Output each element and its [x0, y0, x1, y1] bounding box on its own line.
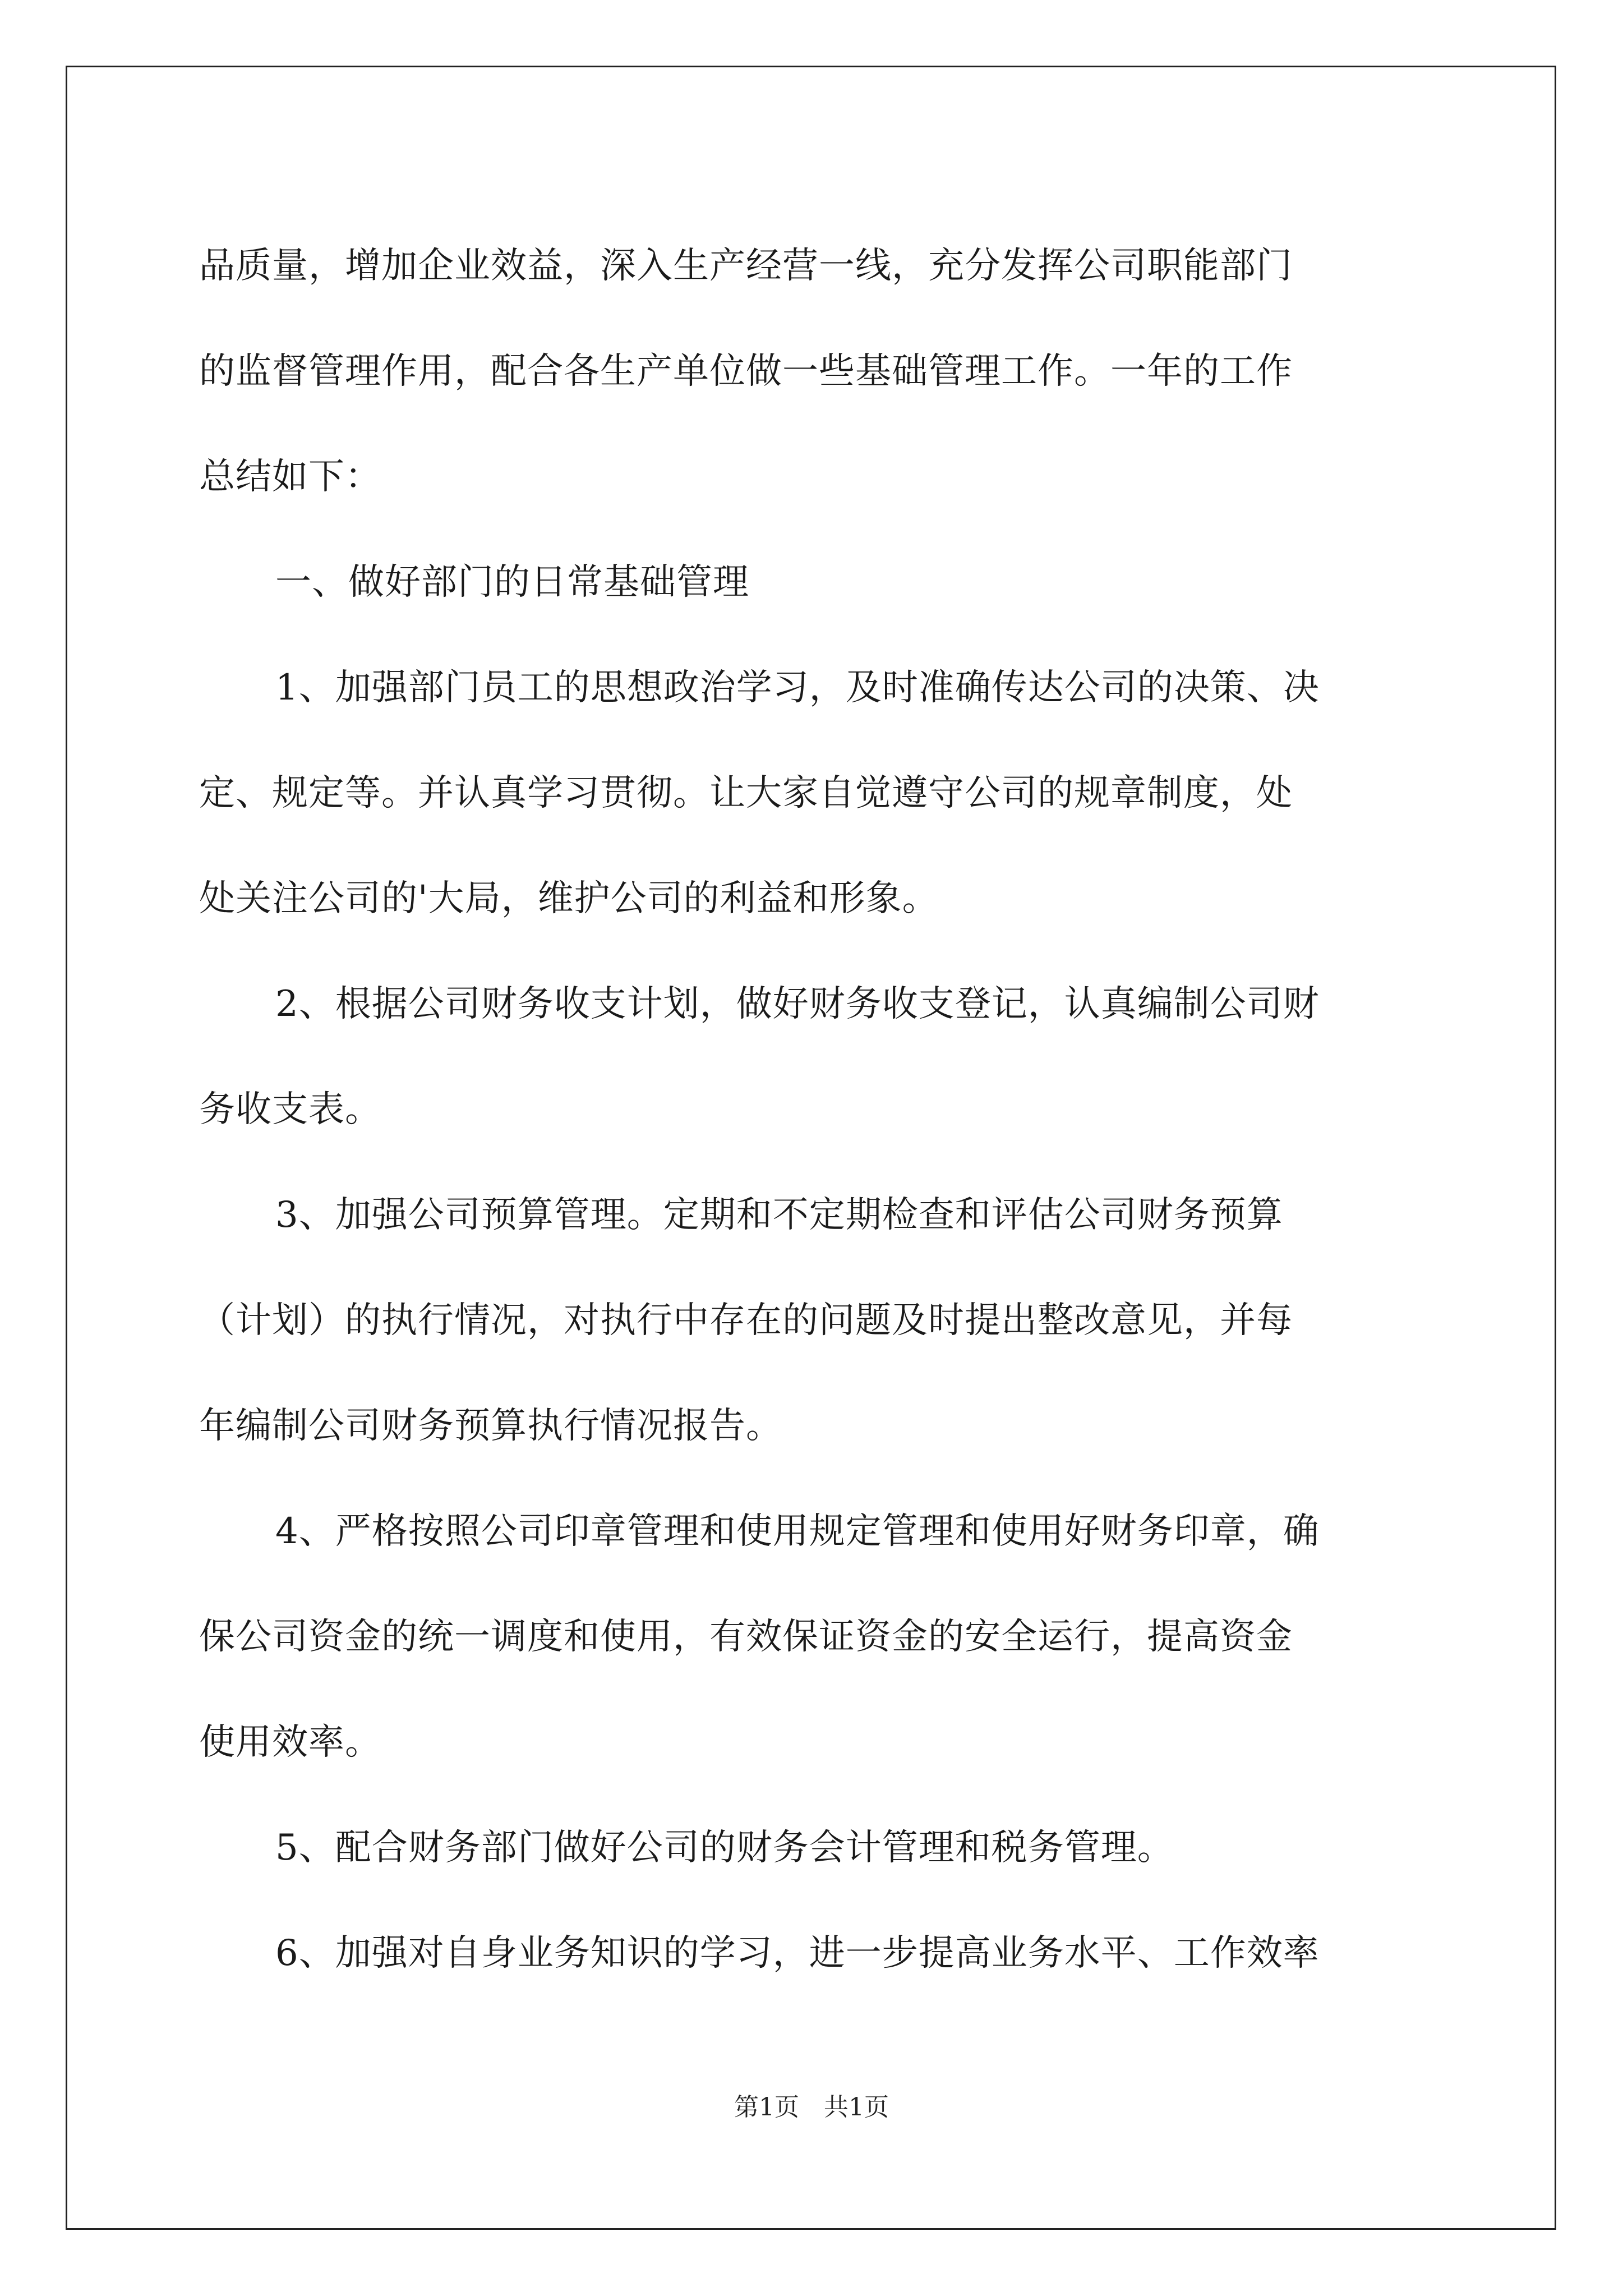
- document-body: [199, 213, 1433, 2006]
- text-line: 2、根据公司财务收支计划，做好财务收支登记，认真编制公司财: [275, 983, 1320, 1025]
- text-line: 6、加强对自身业务知识的学习，进一步提高业务水平、工作效率: [275, 1932, 1320, 1974]
- text-line: 1、加强部门员工的思想政治学习，及时准确传达公司的决策、决: [275, 667, 1320, 708]
- page-number: 第1页 共1页: [734, 2093, 889, 2122]
- text-line: 使用效率。: [199, 1722, 381, 1763]
- text-line: 的监督管理作用，配合各生产单位做一些基础管理工作。一年的工作: [199, 351, 1293, 392]
- text-line: 3、加强公司预算管理。定期和不定期检查和评估公司财务预算: [275, 1194, 1283, 1236]
- section-heading: 一、做好部门的日常基础管理: [275, 562, 749, 603]
- text-line: 保公司资金的统一调度和使用，有效保证资金的安全运行，提高资金: [199, 1616, 1293, 1658]
- text-line: （计划）的执行情况，对执行中存在的问题及时提出整改意见，并每: [199, 1300, 1293, 1341]
- text-line: 4、严格按照公司印章管理和使用规定管理和使用好财务印章，确: [275, 1511, 1320, 1552]
- text-line: 务收支表。: [199, 1089, 381, 1130]
- text-line: 处关注公司的'大局，维护公司的利益和形象。: [199, 878, 939, 919]
- text-line: 5、配合财务部门做好公司的财务会计管理和税务管理。: [275, 1827, 1174, 1869]
- text-line: 总结如下：: [199, 456, 381, 498]
- text-line: 年编制公司财务预算执行情况报告。: [199, 1405, 782, 1447]
- text-line: 定、规定等。并认真学习贯彻。让大家自觉遵守公司的规章制度，处: [199, 772, 1293, 814]
- text-line: 品质量，增加企业效益，深入生产经营一线，充分发挥公司职能部门: [199, 245, 1293, 287]
